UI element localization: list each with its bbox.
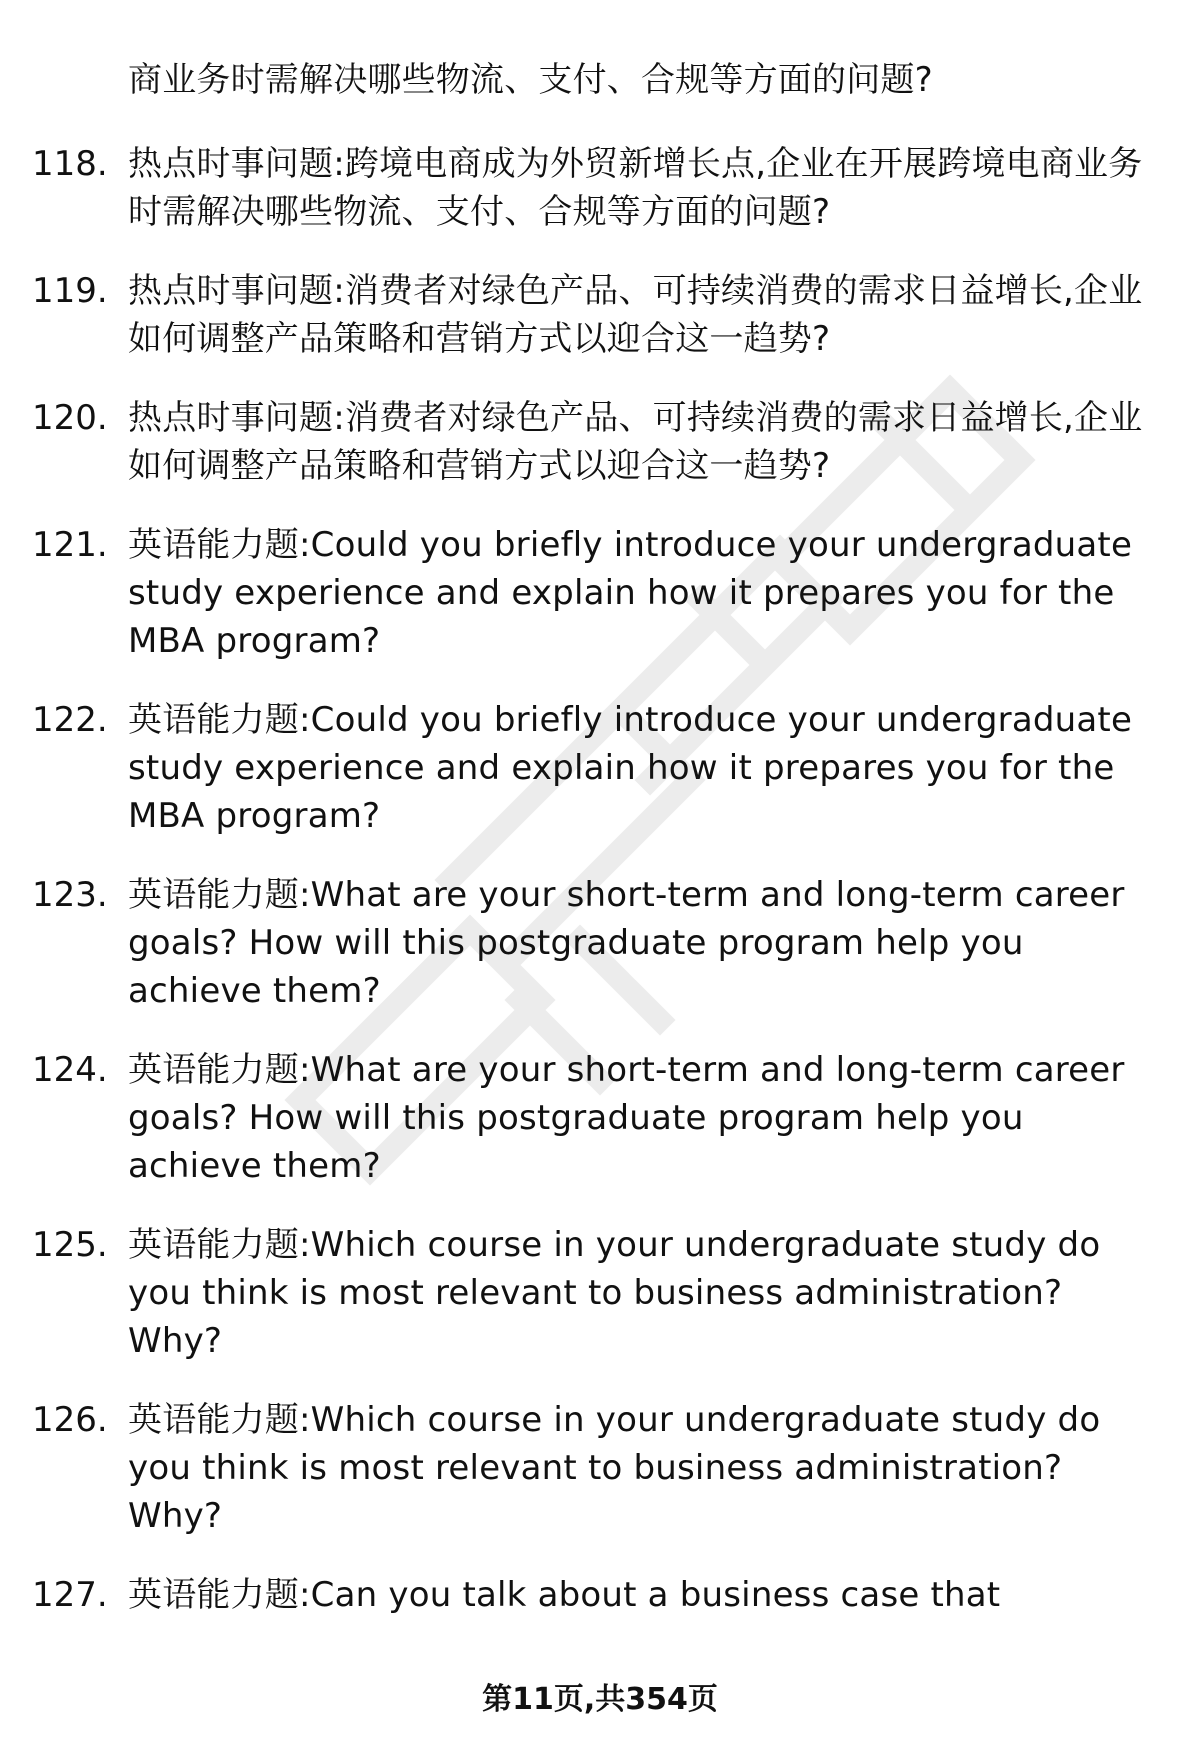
question-number: 119. [32,271,108,311]
question-text: 英语能力题:Which course in your undergraduate study do you think is most relevant to business administration? Why? [128,1225,1101,1361]
question-number: 126. [32,1400,108,1440]
question-number: 121. [32,525,108,565]
list-item [0,140,1200,236]
list-item [0,871,1200,1015]
list-item [0,394,1200,490]
question-number: 125. [32,1225,108,1265]
question-text: 热点时事问题:消费者对绿色产品、可持续消费的需求日益增长,企业如何调整产品策略和营销方式以迎合这一趋势? [128,271,1143,359]
list-item [0,1046,1200,1190]
question-number: 127. [32,1575,108,1615]
list-item [0,267,1200,363]
question-number: 123. [32,875,108,915]
list-item [0,696,1200,840]
question-text: 英语能力题:Could you briefly introduce your undergraduate study experience and explain how it prepares you for the MBA program? [128,525,1133,661]
question-text: 热点时事问题:跨境电商成为外贸新增长点,企业在开展跨境电商业务时需解决哪些物流、支付、合规等方面的问题? [128,144,1143,232]
list-item [0,1571,1200,1619]
list-item [0,521,1200,665]
page-number-footer: 第11页,共354页 [482,1682,718,1717]
list-item [0,1396,1200,1540]
question-number: 124. [32,1050,108,1090]
question-text: 英语能力题:What are your short-term and long-term career goals? How will this postgraduate program help you achieve them? [128,875,1125,1011]
question-number: 120. [32,398,108,438]
question-text: 英语能力题:Can you talk about a business case that [128,1575,1001,1615]
continued-question-text: 商业务时需解决哪些物流、支付、合规等方面的问题? [128,60,933,100]
question-text: 英语能力题:Could you briefly introduce your undergraduate study experience and explain how it prepares you for the MBA program? [128,700,1133,836]
question-text: 英语能力题:What are your short-term and long-term career goals? How will this postgraduate program help you achieve them? [128,1050,1125,1186]
question-number: 122. [32,700,108,740]
question-list [0,140,1200,1650]
question-text: 热点时事问题:消费者对绿色产品、可持续消费的需求日益增长,企业如何调整产品策略和营销方式以迎合这一趋势? [128,398,1143,486]
list-item [0,1221,1200,1365]
question-number: 118. [32,144,108,184]
question-text: 英语能力题:Which course in your undergraduate study do you think is most relevant to business administration? Why? [128,1400,1101,1536]
